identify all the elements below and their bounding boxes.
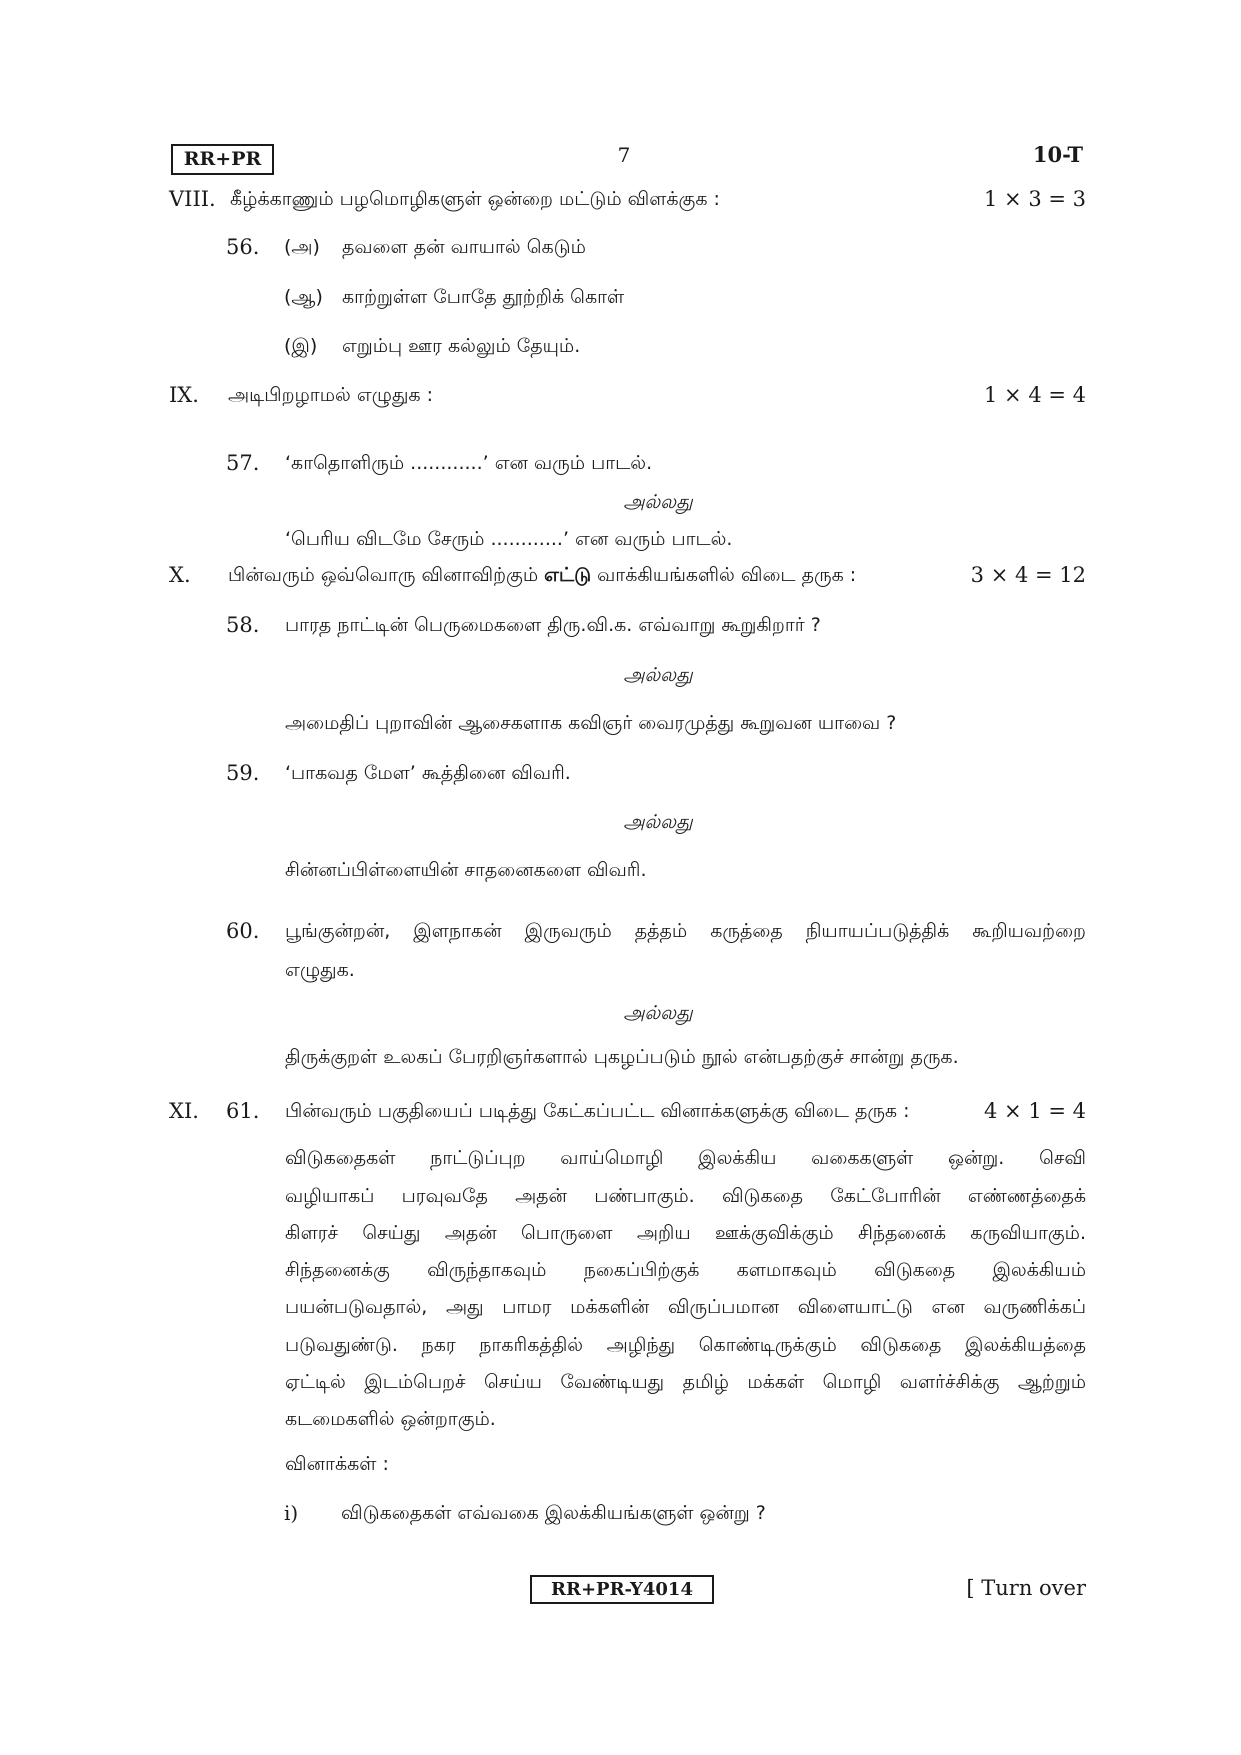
question-56-option-a-label: (அ) xyxy=(284,236,320,258)
question-56-number: 56. xyxy=(226,235,260,259)
question-57-number: 57. xyxy=(226,451,260,475)
question-60-text-line-1: பூங்குன்றன், இளநாகன் இருவரும் தத்தம் கருத்தை நியாயப்படுத்திக் கூறியவற்றை xyxy=(285,920,1086,942)
question-60-or: அல்லது xyxy=(623,1002,693,1024)
section-xi-instruction: பின்வரும் பகுதியைப் படித்து கேட்கப்பட்ட வினாக்களுக்கு விடை தருக : xyxy=(285,1100,910,1122)
section-x-instruction-before: பின்வரும் ஒவ்வொரு வினாவிற்கும் xyxy=(228,564,545,586)
page-number: 7 xyxy=(617,143,631,167)
section-xi-marks: 4 × 1 = 4 xyxy=(984,1099,1086,1123)
header-paper-code: 10-T xyxy=(1032,142,1083,167)
question-56-option-c-label: (இ) xyxy=(284,335,318,357)
passage-line-6: படுவதுண்டு. நகர நாகரிகத்தில் அழிந்து கொண்டிருக்கும் விடுகதை இலக்கியத்தை xyxy=(285,1334,1086,1356)
question-58-number: 58. xyxy=(226,613,260,637)
turn-over-note: [ Turn over xyxy=(966,1576,1086,1600)
section-viii-instruction: கீழ்க்காணும் பழமொழிகளுள் ஒன்றை மட்டும் விளக்குக : xyxy=(230,188,720,210)
sub-question-1-label: i) xyxy=(284,1501,299,1525)
section-viii-numeral: VIII. xyxy=(169,187,216,211)
question-58-alt-text: அமைதிப் புறாவின் ஆசைகளாக கவிஞர் வைரமுத்து கூறுவன யாவை ? xyxy=(285,712,897,734)
passage-line-8: கடமைகளில் ஒன்றாகும். xyxy=(285,1408,496,1430)
section-ix-marks: 1 × 4 = 4 xyxy=(984,383,1086,407)
section-ix-numeral: IX. xyxy=(169,383,199,407)
passage-line-2: வழியாகப் பரவுவதே அதன் பண்பாகும். விடுகதை கேட்போரின் எண்ணத்தைக் xyxy=(285,1185,1086,1207)
section-x-instruction xyxy=(228,560,856,590)
question-57-alt-text: ‘பெரிய விடமே சேரும் ............’ என வரும் பாடல். xyxy=(285,528,733,550)
question-56-option-b-label: (ஆ) xyxy=(284,286,323,308)
footer-code-box: RR+PR-Y4014 xyxy=(530,1575,714,1604)
section-x-marks: 3 × 4 = 12 xyxy=(970,563,1086,587)
passage-line-1: விடுகதைகள் நாட்டுப்புற வாய்மொழி இலக்கிய வகைகளுள் ஒன்று. செவி xyxy=(285,1147,1086,1169)
question-61-number: 61. xyxy=(226,1099,260,1123)
question-57-text: ‘காதொளிரும் ............’ என வரும் பாடல். xyxy=(285,452,653,474)
question-59-alt-text: சின்னப்பிள்ளையின் சாதனைகளை விவரி. xyxy=(285,859,647,881)
question-60-number: 60. xyxy=(226,919,260,943)
question-56-option-c-text: எறும்பு ஊர கல்லும் தேயும். xyxy=(342,335,581,357)
question-56-option-a-text: தவளை தன் வாயால் கெடும் xyxy=(342,236,586,258)
question-60-text-line-2: எழுதுக. xyxy=(285,959,355,981)
passage-line-4: சிந்தனைக்கு விருந்தாகவும் நகைப்பிற்குக் களமாகவும் விடுகதை இலக்கியம் xyxy=(285,1259,1086,1281)
passage-line-5: பயன்படுவதால், அது பாமர மக்களின் விருப்பமான விளையாட்டு என வருணிக்கப் xyxy=(285,1296,1086,1318)
section-xi-numeral: XI. xyxy=(169,1099,199,1123)
question-59-number: 59. xyxy=(226,761,260,785)
question-58-text: பாரத நாட்டின் பெருமைகளை திரு.வி.க. எவ்வாறு கூறுகிறார் ? xyxy=(285,614,821,636)
header-code-box: RR+PR xyxy=(171,144,274,175)
passage-line-3: கிளரச் செய்து அதன் பொருளை அறிய ஊக்குவிக்கும் சிந்தனைக் கருவியாகும். xyxy=(285,1222,1086,1244)
section-viii-marks: 1 × 3 = 3 xyxy=(984,187,1086,211)
sub-question-1-text: விடுகதைகள் எவ்வகை இலக்கியங்களுள் ஒன்று ? xyxy=(341,1502,766,1524)
section-ix-instruction: அடிபிறழாமல் எழுதுக : xyxy=(228,384,434,406)
questions-heading: வினாக்கள் : xyxy=(285,1453,389,1475)
passage-line-7: ஏட்டில் இடம்பெறச் செய்ய வேண்டியது தமிழ் மக்கள் மொழி வளர்ச்சிக்கு ஆற்றும் xyxy=(285,1371,1086,1393)
question-59-or: அல்லது xyxy=(623,811,693,833)
question-57-or: அல்லது xyxy=(623,491,693,513)
section-x-instruction-bold: எட்டு xyxy=(544,564,592,586)
question-59-text: ‘பாகவத மேள’ கூத்தினை விவரி. xyxy=(285,762,571,784)
question-56-option-b-text: காற்றுள்ள போதே தூற்றிக் கொள் xyxy=(342,286,625,308)
question-58-or: அல்லது xyxy=(623,664,693,686)
section-x-instruction-after: வாக்கியங்களில் விடை தருக : xyxy=(591,564,857,586)
section-x-numeral: X. xyxy=(169,563,191,587)
question-60-alt-text: திருக்குறள் உலகப் பேரறிஞர்களால் புகழப்படும் நூல் என்பதற்குச் சான்று தருக. xyxy=(285,1046,959,1068)
